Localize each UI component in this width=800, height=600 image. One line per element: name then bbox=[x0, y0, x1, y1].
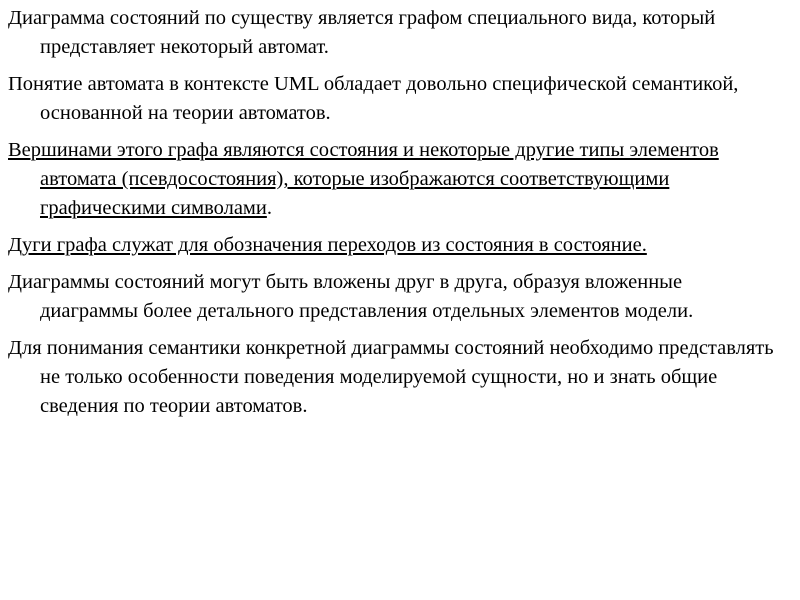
paragraph-text: Диаграмма состояний по существу является графом специального вида, который представляет некоторый автомат. bbox=[8, 7, 716, 58]
paragraph-semantics-understanding bbox=[8, 334, 780, 421]
paragraph-state-diagram-definition bbox=[8, 4, 780, 62]
paragraph-graph-arcs bbox=[8, 231, 780, 260]
paragraph-uml-automaton-concept bbox=[8, 70, 780, 128]
paragraph-nested-diagrams bbox=[8, 268, 780, 326]
underlined-text: Дуги графа служат для обозначения переходов из состояния в состояние. bbox=[8, 234, 647, 256]
paragraph-text: Для понимания семантики конкретной диаграммы состояний необходимо представлять не только особенности поведения моделируемой сущности, но и знать общие сведения по теории автоматов. bbox=[8, 337, 774, 417]
paragraph-text: Диаграммы состояний могут быть вложены друг в друга, образуя вложенные диаграммы более детального представления отдельных элементов модели. bbox=[8, 271, 694, 322]
paragraph-graph-vertices bbox=[8, 136, 780, 223]
paragraph-text: Понятие автомата в контексте UML обладает довольно специфической семантикой, основанной на теории автоматов. bbox=[8, 73, 739, 124]
underlined-text: Вершинами этого графа являются состояния и некоторые другие типы элементов автомата (псевдосостояния), которые изображаются соответствующими графическими символами bbox=[8, 139, 719, 219]
paragraph-tail-punctuation: . bbox=[266, 197, 272, 219]
